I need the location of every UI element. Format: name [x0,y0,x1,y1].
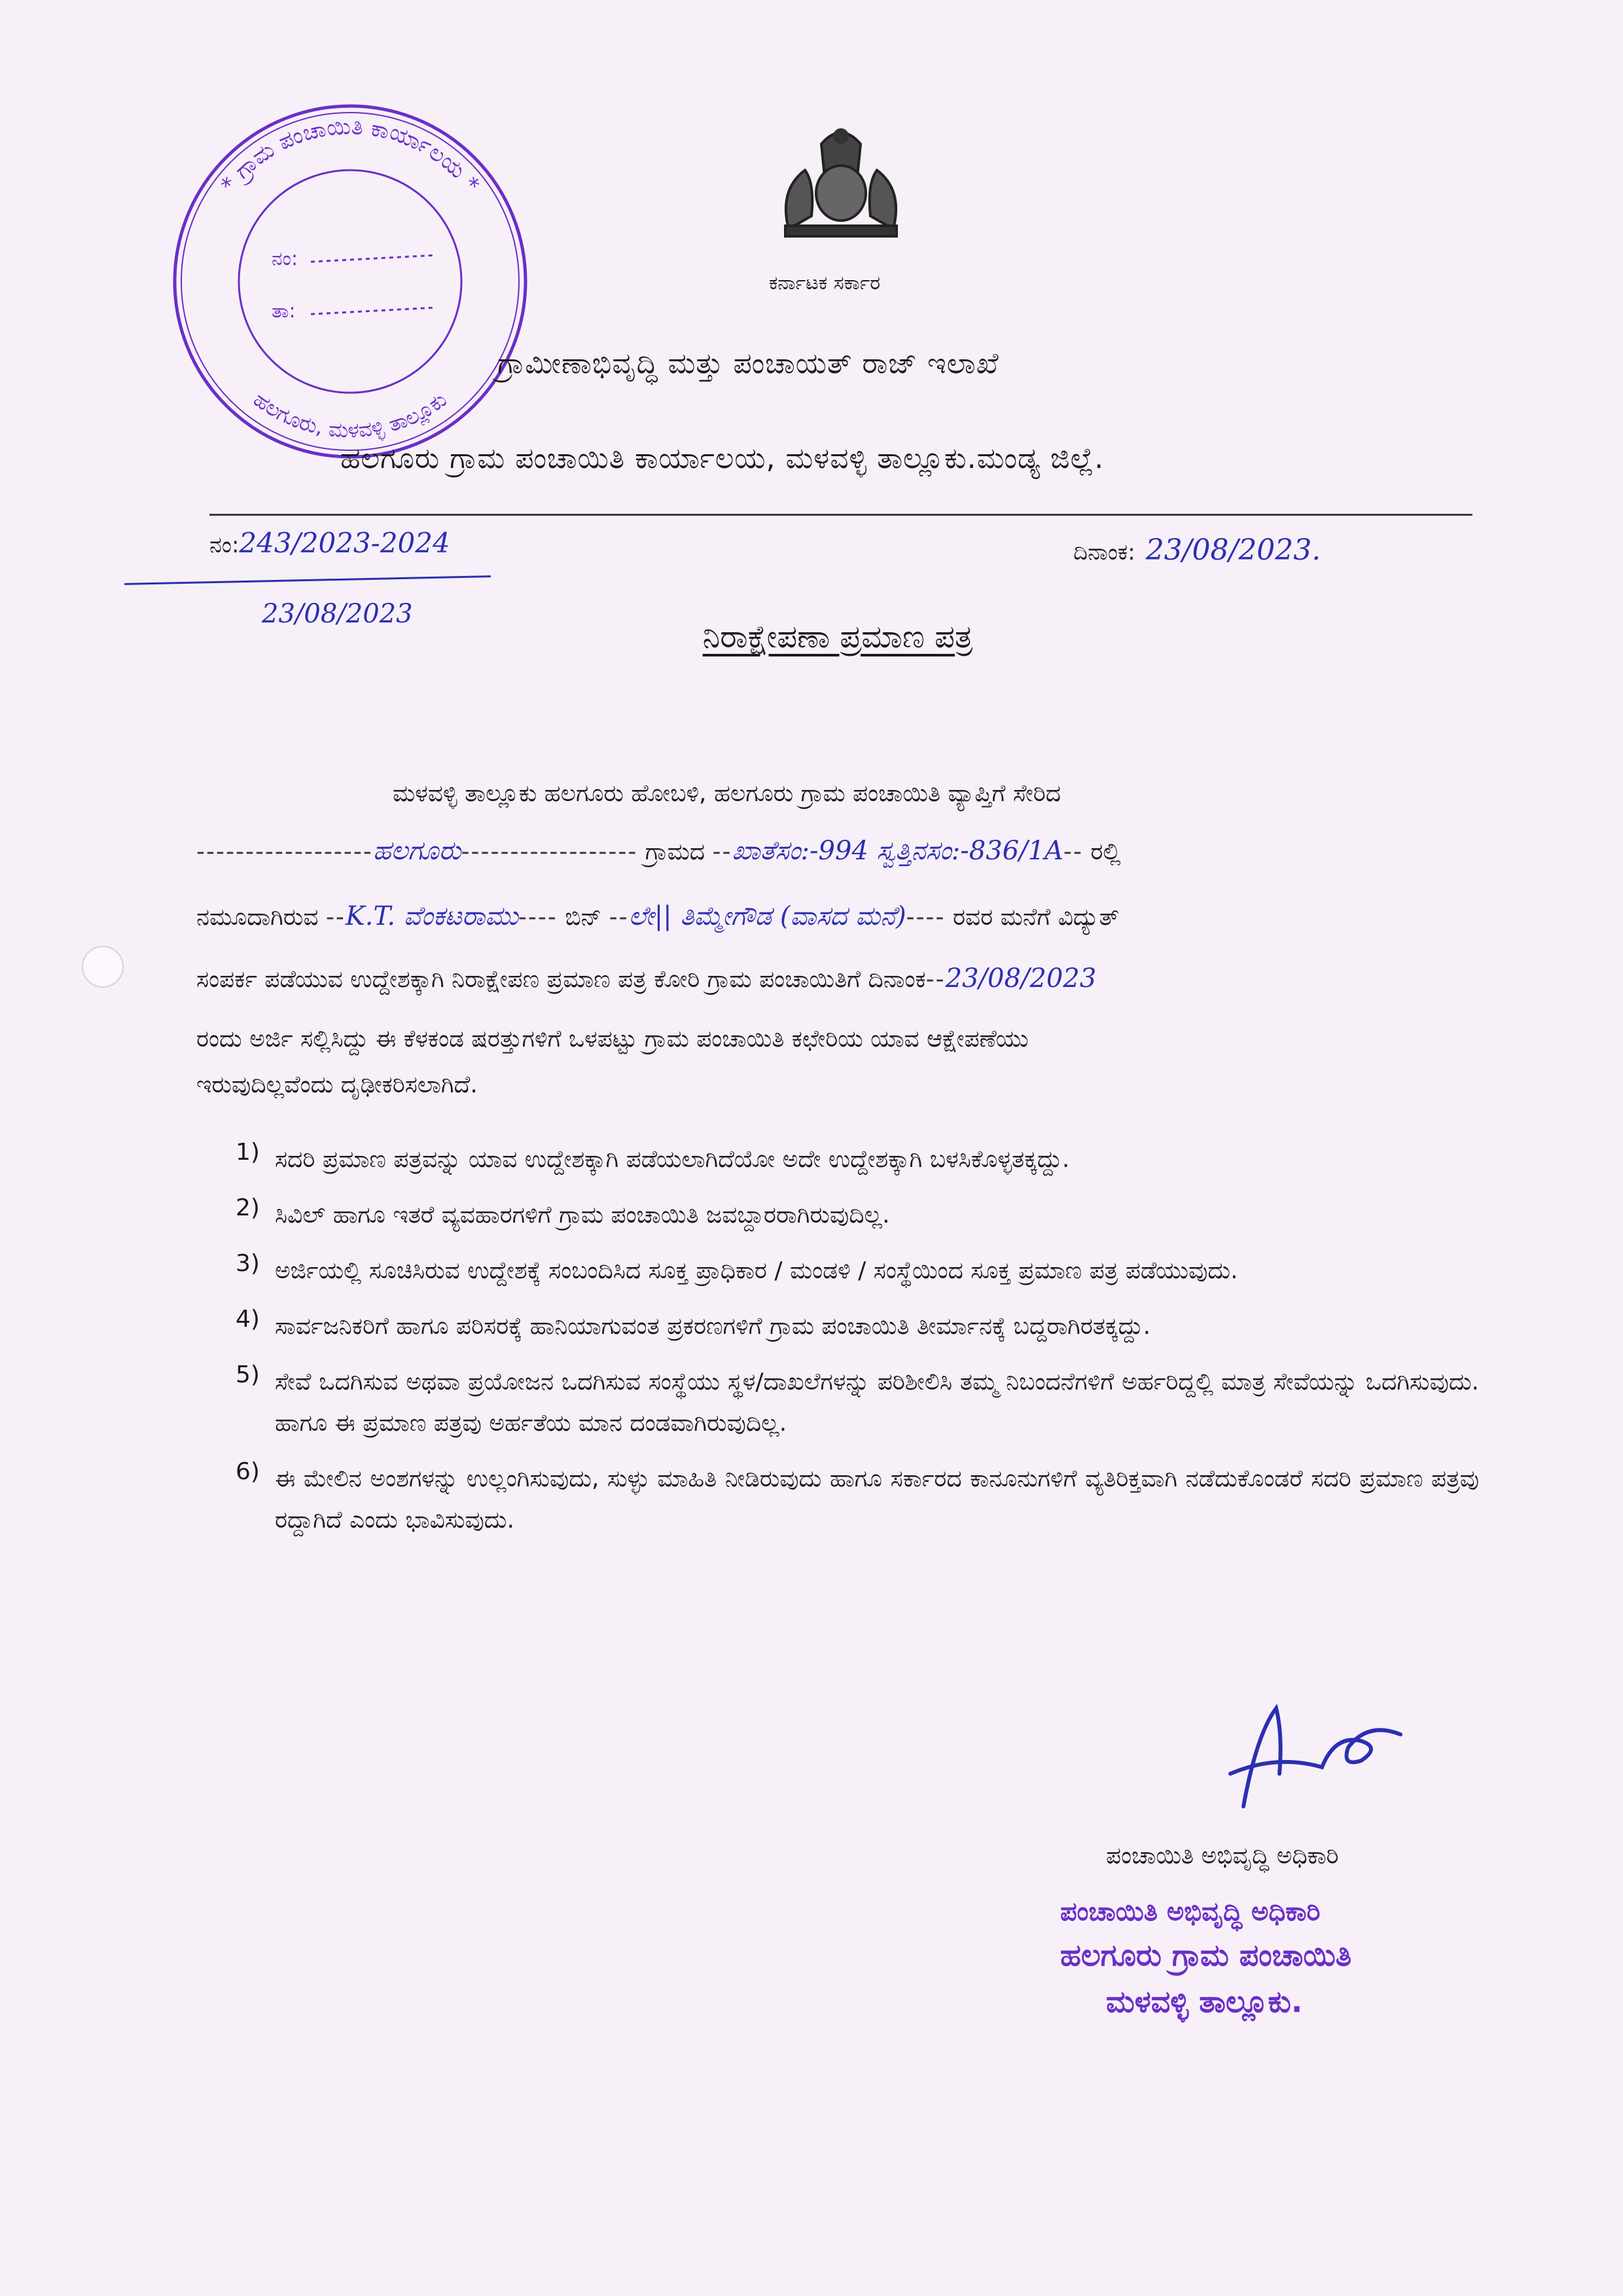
body-line-6: ಇರುವುದಿಲ್ಲವೆಂದು ದೃಢೀಕರಿಸಲಾಗಿದೆ. [196,1071,478,1098]
body-line-3 [196,900,1119,933]
list-item [236,1306,1479,1347]
stamp-line-1: ಪಂಚಾಯಿತಿ ಅಭಿವೃದ್ಧಿ ಅಧಿಕಾರಿ [1060,1897,1321,1927]
item-number: 3) [236,1250,260,1277]
father-name: ಲೇ|| ತಿಮ್ಮೇಗೌಡ (ವಾಸದ ಮನೆ) [628,901,906,931]
department-name: ಗ್ರಾಮೀಣಾಭಿವೃದ್ಧಿ ಮತ್ತು ಪಂಚಾಯತ್ ರಾಜ್ ಇಲಾಖೆ [497,347,999,380]
handwritten-date: 23/08/2023 [262,599,413,629]
header-divider [209,514,1472,516]
ref-no-label: ನಂ: [209,532,240,558]
conditions-list [236,1139,1479,1555]
official-stamp [1060,1892,1351,2026]
line4-text: ಸಂಪರ್ಕ ಪಡೆಯುವ ಉದ್ದೇಶಕ್ಕಾಗಿ ನಿರಾಕ್ಷೇಪಣ ಪ್ರಮಾಣ ಪತ್ರ ಕೋರಿ ಗ್ರಾಮ ಪಂಚಾಯಿತಿಗೆ ದಿನಾಂಕ [196,966,926,993]
list-item [236,1194,1479,1236]
blank-dashes: ---- [906,904,946,931]
item-number: 1) [236,1139,260,1166]
stamp-line-3: ಮಳವಳ್ಳಿ ತಾಲ್ಲೂಕು. [1106,1984,1303,2020]
office-name: ಹಲಗೂರು ಗ್ರಾಮ ಪಂಚಾಯಿತಿ ಕಾರ್ಯಾಲಯ, ಮಳವಳ್ಳಿ ತಾಲ್ಲೂಕು.ಮಂಡ್ಯ ಜಿಲ್ಲೆ. [340,442,1105,475]
list-item [236,1139,1479,1180]
body-line-5: ರಂದು ಅರ್ಜಿ ಸಲ್ಲಿಸಿದ್ದು ಈ ಕೆಳಕಂಡ ಷರತ್ತುಗಳಿಗೆ ಒಳಪಟ್ಟು ಗ್ರಾಮ ಪಂಚಾಯಿತಿ ಕಛೇರಿಯ ಯಾವ ಆಕ್ಷೇಪಣೆಯು [196,1026,1029,1052]
line3-tail: ರವರ ಮನೆಗೆ ವಿದ್ಯುತ್ [953,904,1120,931]
blank-dashes: -- [1063,838,1083,865]
blank-dashes: ---- [518,904,558,931]
item-text: ಸೇವೆ ಒದಗಿಸುವ ಅಥವಾ ಪ್ರಯೋಜನ ಒದಗಿಸುವ ಸಂಸ್ಥೆಯು ಸ್ಥಳ/ದಾಖಲೆಗಳನ್ನು ಪರಿಶೀಲಿಸಿ ತಮ್ಮ ನಿಬಂದನೆಗಳಿಗೆ ಅರ್ಹರಿದ್ದಲ್ಲಿ ಮಾತ್ರ ಸೇವೆಯನ್ನು ಒದಗಿಸುವುದು. ಹಾಗೂ ಈ ಪ್ರಮಾಣ ಪತ್ರವು ಅರ್ಹತೆಯ ಮಾನ ದಂಡವಾಗಿರುವುದಿಲ್ಲ. [275,1369,1479,1437]
list-item [236,1458,1479,1541]
seal-bottom-path: ಹಲಗೂರು, ಮಳವಳ್ಳಿ ತಾಲ್ಲೂಕು [249,386,452,443]
application-date: 23/08/2023 [945,963,1097,994]
handwritten-signature [1204,1695,1420,1813]
seal-taluk-label: ತಾ: [272,300,296,323]
bin-label: ಬಿನ್ [565,904,602,931]
item-text: ಸದರಿ ಪ್ರಮಾಣ ಪತ್ರವನ್ನು ಯಾವ ಉದ್ದೇಶಕ್ಕಾಗಿ ಪಡೆಯಲಾಗಿದೆಯೋ ಅದೇ ಉದ್ದೇಶಕ್ಕಾಗಿ ಬಳಸಿಕೊಳ್ಳತಕ್ಕದ್ದು. [275,1146,1070,1173]
date-label: ದಿನಾಂಕ: [1073,539,1135,565]
item-number: 2) [236,1194,260,1221]
signatory-title: ಪಂಚಾಯಿತಿ ಅಭಿವೃದ್ಧಿ ಅಧಿಕಾರಿ [1106,1842,1339,1869]
issue-date [1073,533,1321,567]
village-label: ಗ್ರಾಮದ [645,838,705,865]
reference-number [209,527,450,559]
registered-label: ನಮೂದಾಗಿರುವ [196,904,319,931]
owner-name: K.T. ವೆಂಕಟರಾಮು [345,901,518,931]
blank-dashes: -- [609,904,629,931]
item-text: ಸಾರ್ವಜನಿಕರಿಗೆ ಹಾಗೂ ಪರಿಸರಕ್ಕೆ ಹಾನಿಯಾಗುವಂತ ಪ್ರಕರಣಗಳಿಗೆ ಗ್ರಾಮ ಪಂಚಾಯಿತಿ ತೀರ್ಮಾನಕ್ಕೆ ಬದ್ದರಾಗಿರತಕ್ಕದ್ದು. [275,1313,1151,1340]
blank-dashes: -- [325,904,346,931]
stamp-line-2: ಹಲಗೂರು ಗ್ರಾಮ ಪಂಚಾಯಿತಿ [1060,1937,1352,1973]
blank-dashes: -- [712,838,732,865]
list-item [236,1250,1479,1291]
item-number: 5) [236,1361,260,1388]
village-value: ಹಲಗೂರು [372,836,461,866]
survey-value: ಖಾತೆಸಂ:-994 ಸ್ವತ್ತಿನಸಂ:-836/1A [732,836,1063,866]
item-number: 6) [236,1458,260,1485]
list-item [236,1361,1479,1444]
seal-outer-text [216,113,484,197]
ref-underline [124,575,491,585]
seal-no-label: ನಂ: [272,247,298,270]
state-emblem-icon [759,118,923,242]
blank-dashes: ------------------ [196,838,373,865]
item-text: ಅರ್ಜಿಯಲ್ಲಿ ಸೂಚಿಸಿರುವ ಉದ್ದೇಶಕ್ಕೆ ಸಂಬಂದಿಸಿದ ಸೂಕ್ತ ಪ್ರಾಧಿಕಾರ / ಮಂಡಳಿ / ಸಂಸ್ಥೆಯಿಂದ ಸೂಕ್ತ ಪ್ರಮಾಣ ಪತ್ರ ಪಡೆಯುವುದು. [275,1257,1238,1284]
body-line-2 [196,834,1121,867]
body-line-4 [196,962,1096,995]
item-number: 4) [236,1306,260,1333]
blank-dashes: -- [925,966,946,993]
survey-suffix: ರಲ್ಲಿ [1090,838,1121,865]
body-line-1: ಮಳವಳ್ಳಿ ತಾಲ್ಲೂಕು ಹಲಗೂರು ಹೋಬಳಿ, ಹಲಗೂರು ಗ್ರಾಮ ಪಂಚಾಯಿತಿ ವ್ಯಾಪ್ತಿಗೆ ಸೇರಿದ [393,780,1061,807]
date-value: 23/08/2023. [1145,533,1321,567]
document-title: ನಿರಾಕ್ಷೇಪಣಾ ಪ್ರಮಾಣ ಪತ್ರ [702,619,973,655]
item-text: ಸಿವಿಲ್ ಹಾಗೂ ಇತರೆ ವ್ಯವಹಾರಗಳಿಗೆ ಗ್ರಾಮ ಪಂಚಾಯಿತಿ ಜವಬ್ದಾರರಾಗಿರುವುದಿಲ್ಲ. [275,1202,890,1229]
item-text: ಈ ಮೇಲಿನ ಅಂಶಗಳನ್ನು ಉಲ್ಲಂಗಿಸುವುದು, ಸುಳ್ಳು ಮಾಹಿತಿ ನೀಡಿರುವುದು ಹಾಗೂ ಸರ್ಕಾರದ ಕಾನೂನುಗಳಿಗೆ ವ್ಯತಿರಿಕ್ತವಾಗಿ ನಡೆದುಕೊಂಡರೆ ಸದರಿ ಪ್ರಮಾಣ ಪತ್ರವು ರದ್ದಾಗಿದೆ ಎಂದು ಭಾವಿಸುವುದು. [275,1465,1479,1534]
blank-dashes: ------------------ [461,838,638,865]
seal-top-path: * ಗ್ರಾಮ ಪಂಚಾಯಿತಿ ಕಾರ್ಯಾಲಯ * [215,113,485,198]
ref-no-value: 243/2023-2024 [239,527,450,559]
government-name: ಕರ್ನಾಟಕ ಸರ್ಕಾರ [768,272,881,295]
punch-hole [82,946,124,988]
